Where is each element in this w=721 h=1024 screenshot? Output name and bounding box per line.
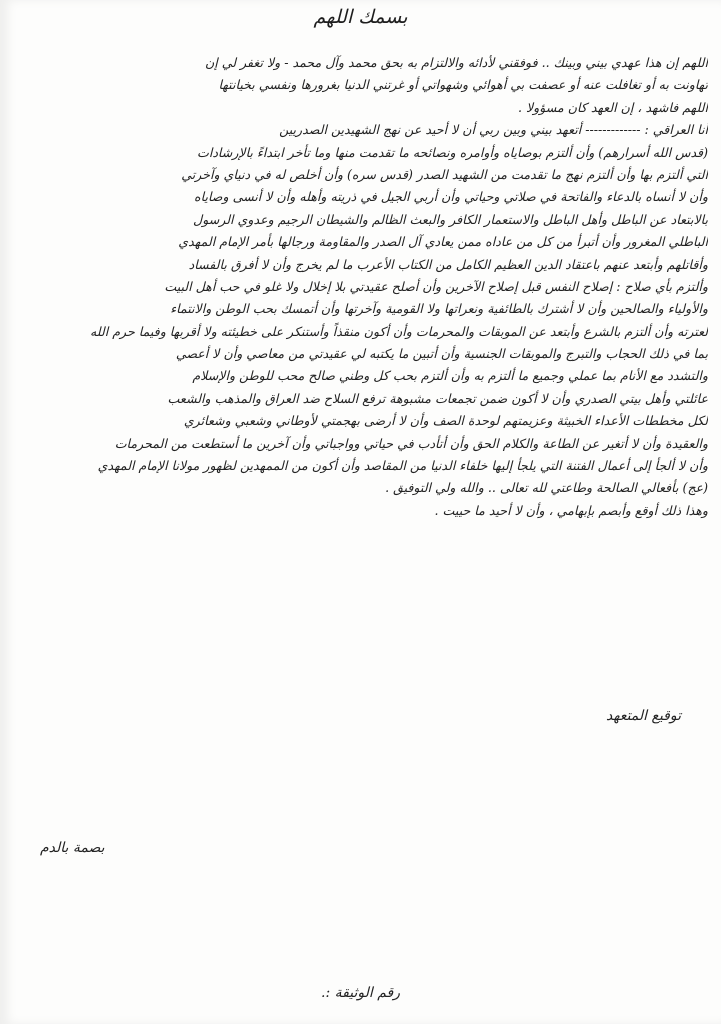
pledge-line: بما في ذلك الحجاب والتبرج والموبقات الجنسية وأن أتبين ما يكتبه لي عقيدتي من معاصي وأن لا أعصي xyxy=(175,346,708,362)
pledge-line: وأن لا ألجأ إلى أعمال الفتنة التي يلجأ إليها خلفاء الدنيا من المقاصد وأن أكون من الممهدين لظهور مولانا الإمام المهدي xyxy=(97,458,708,474)
pledge-line: بالابتعاد عن الباطل وأهل الباطل والاستعمار الكافر والبعث الظالم والشيطان الرجيم وعدوي الرسول xyxy=(193,211,708,227)
pledge-line: أنا العراقي : ------------- أتعهد بيني وبين ربي أن لا أحيد عن نهج الشهيدين الصدريين xyxy=(279,122,708,138)
pledge-line: تهاونت به أو تغافلت عنه أو عصفت بي أهوائي وشهواتي أو غرتني الدنيا بغرورها ونفسي بخيانتها xyxy=(218,77,708,93)
pledge-line: عائلتي وأهل بيتي الصدري وأن لا أكون ضمن تجمعات مشبوهة ترفع السلاح ضد العراق والمذهب والشعب xyxy=(167,390,708,406)
pledge-line: اللهم إن هذا عهدي بيني وبينك .. فوفقني لأدائه والالتزام به بحق محمد وآل محمد - ولا تغفر لي إن xyxy=(204,55,708,70)
pledge-line: وأقاتلهم وأبتعد عنهم باعتقاد الدين العظيم الكامل من الكتاب الأعرب ما لم يخرج وأن لا أفرق بالفساد xyxy=(188,256,708,272)
pledge-line: (عج) بأفعالي الصالحة وطاعتي لله تعالى .. والله ولي التوفيق . xyxy=(385,480,708,496)
pledge-line: لكل مخططات الأعداء الخبيثة وعزيمتهم لوحدة الصف وأن لا أرضى بهجمتي لأوطاني وشعبي وشعائري xyxy=(183,413,708,429)
pledge-line: لعترته وأن ألتزم بالشرع وأبتعد عن الموبقات والمحرمات وأن أكون منقذاً وأستنكر على خطيئته ولا أقربها وفيما حرم الله xyxy=(89,323,708,339)
pledge-line: وألتزم بأي صلاح : إصلاح النفس قبل إصلاح الآخرين وأن أصلح عقيدتي بلا إخلال ولا غلو في حب أهل البيت xyxy=(164,278,708,294)
signature-label: توقيع المتعهد xyxy=(606,708,681,724)
blood-seal-label: بصمة بالدم xyxy=(40,840,105,856)
pledge-body xyxy=(18,52,708,522)
pledge-line: وهذا ذلك أوقع وأبصم بإبهامي ، وأن لا أحيد ما حييت . xyxy=(434,502,708,518)
pledge-line: والعقيدة وأن لا أتغير عن الطاعة والكلام الحق وأن أتأدب في حياتي وواجباتي وأن آخرين ما أستطعت من المحرمات xyxy=(114,435,708,451)
pledge-line: التي ألتزم بها وأن ألتزم نهج ما تقدمت من الشهيد الصدر (قدس سره) وأن أخلص له في دنياي وآخرتي xyxy=(181,166,708,182)
pledge-line: والأولياء والصالحين وأن لا أشترك بالطائفية ونعراتها ولا القومية وآخرتها وأن أتمسك بحب الوطن والانتماء xyxy=(170,301,708,317)
pledge-line: الباطلي المغرور وأن أتبرأ من كل من عاداه ممن يعادي آل الصدر والمقاومة ورجالها بأمر الإمام المهدي xyxy=(178,234,708,250)
pledge-line: اللهم فاشهد ، إن العهد كان مسؤولا . xyxy=(517,99,708,115)
document-number-label: رقم الوثيقة :. xyxy=(321,985,400,1001)
pledge-line: (قدس الله أسرارهم) وأن ألتزم بوصاياه وأوامره ونصائحه ما تقدمت منها وما تأخر ابتداءً بالإرشادات xyxy=(196,144,708,160)
document-header: بسمك اللهم xyxy=(313,6,408,28)
pledge-line: والتشدد مع الأنام بما عملي وجميع ما ألتزم به وأن ألتزم بحب كل وطني صالح محب للوطن والإسلام xyxy=(192,368,708,384)
pledge-line: وأن لا أنساه بالدعاء والفاتحة في صلاتي وحياتي وأن أربي الجيل في ذريته وأهله وأن لا أنسى وصاياه xyxy=(194,189,708,205)
